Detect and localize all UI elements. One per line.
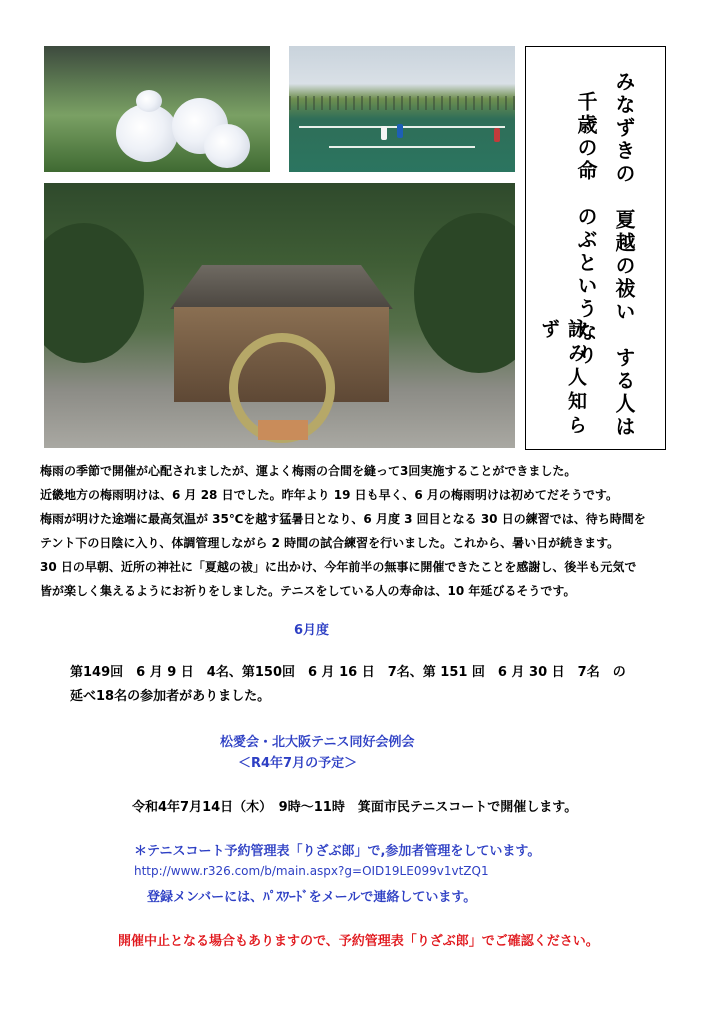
tennis-court-photo <box>289 46 515 172</box>
shrine-roof <box>149 265 414 309</box>
pine-tree <box>414 213 515 373</box>
poem-author: 詠み人知らず <box>538 319 587 439</box>
report-line: テント下の日陰に入り、体調管理しながら 2 時間の試合練習を行いました。これから、暑い日が続きます。 <box>40 536 620 550</box>
club-name: 松愛会・北大阪テニス同好会例会 <box>220 735 415 750</box>
court-fence <box>289 96 515 110</box>
june-heading: 6月度 <box>294 623 330 638</box>
cancellation-notice: 開催中止となる場合もありますので、予約管理表「りざぶ郎」でご確認ください。 <box>118 934 599 949</box>
report-line: 梅雨が明けた途端に最高気温が 35℃を越す猛暑日となり、6 月度 3 回目となる 30 日の練習では、待ち時間を <box>40 512 646 526</box>
report-line: 皆が楽しく集えるようにお祈りをしました。テニスをしている人の寿命は、10 年延びるそうです。 <box>40 584 576 598</box>
hydrangea-flower <box>204 124 250 168</box>
shrine-photo <box>44 183 515 448</box>
player <box>397 124 403 138</box>
schedule-detail: 令和4年7月14日（木） 9時～11時 箕面市民テニスコートで開催します。 <box>132 800 578 815</box>
poem-box <box>525 46 666 450</box>
shrine-plaque <box>258 420 308 440</box>
reservation-note: ＊テニスコート予約管理表「りざぶ郎」で,参加者管理をしています。 <box>134 844 541 859</box>
poem-line-2: 千歳の命 のぶというなり <box>574 91 598 367</box>
hydrangea-flower <box>116 104 178 162</box>
june-total: 延べ18名の参加者がありました。 <box>70 689 271 704</box>
hydrangea-flower <box>136 90 162 112</box>
report-line: 近畿地方の梅雨明けは、6 月 28 日でした。昨年より 19 日も早く、6 月の梅雨明けは初めてだそうです。 <box>40 488 618 502</box>
player <box>381 126 387 140</box>
report-line: 30 日の早朝、近所の神社に「夏越の祓」に出かけ、今年前半の無事に開催できたことを感謝し、後半も元気で <box>40 560 637 574</box>
report-line: 梅雨の季節で開催が心配されましたが、運よく梅雨の合間を縫って3回実施することができました。 <box>40 464 577 478</box>
password-note: 登録メンバーには、ﾊﾟｽﾜｰﾄﾞをメールで連絡しています。 <box>147 890 477 905</box>
pine-tree <box>44 223 144 363</box>
june-sessions: 第149回 6 月 9 日 4名、第150回 6 月 16 日 7名、第 151 回 6 月 30 日 7名 の <box>70 665 626 680</box>
schedule-title: ＜R4年7月の予定＞ <box>238 756 358 771</box>
player <box>494 128 500 142</box>
poem-line-1: みなずきの 夏越の祓い する人は <box>612 71 636 439</box>
hydrangea-photo <box>44 46 270 172</box>
reservation-url[interactable]: http://www.r326.com/b/main.aspx?g=OID19LE099v1vtZQ1 <box>134 864 489 878</box>
court-line <box>329 146 475 148</box>
